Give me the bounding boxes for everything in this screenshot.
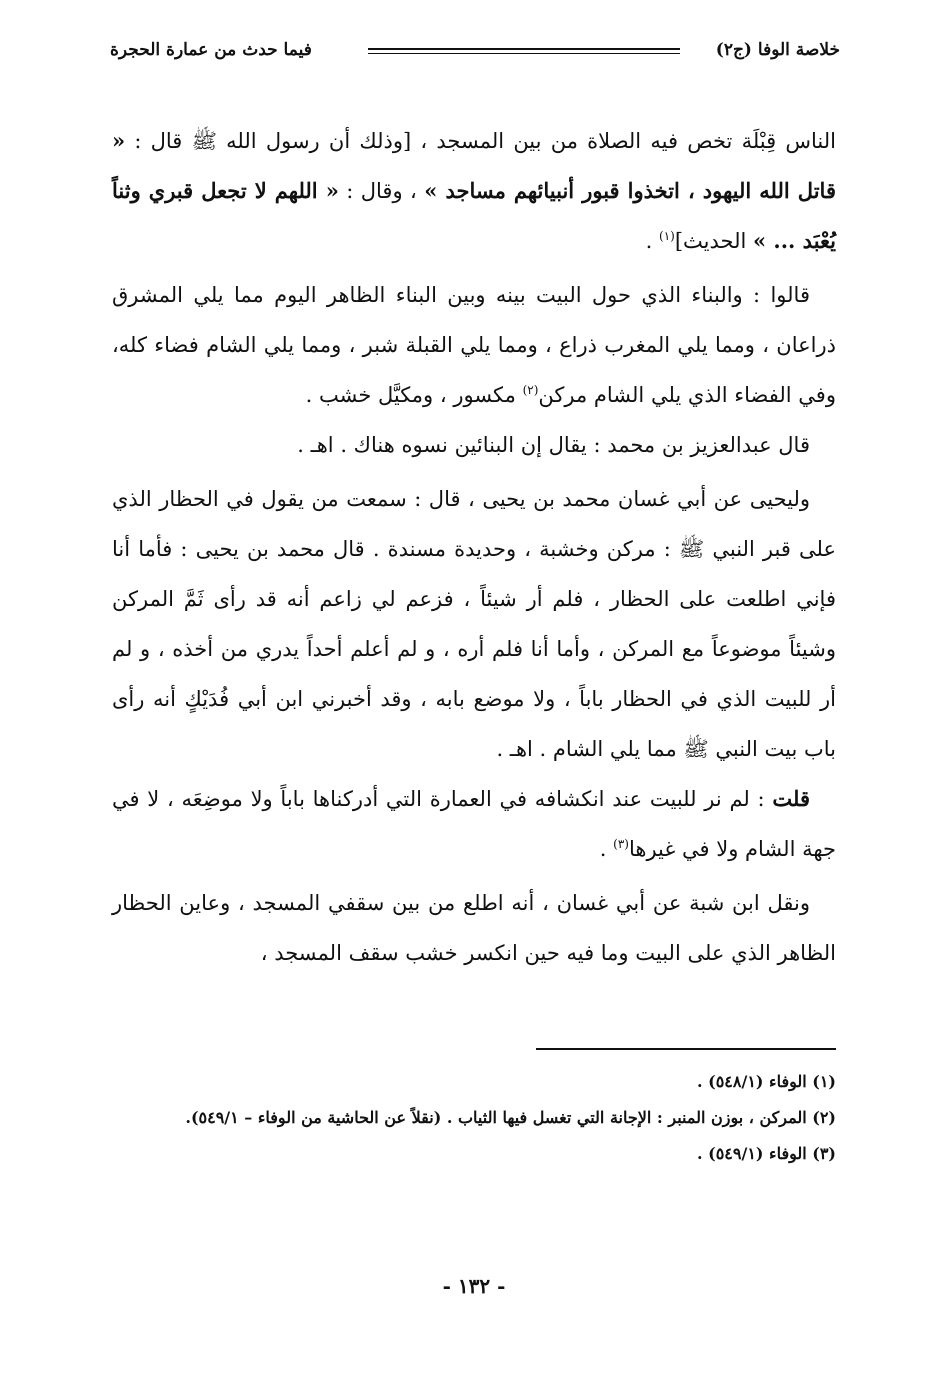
p1-tail: . <box>645 229 659 253</box>
running-header <box>110 36 840 76</box>
footnote-3: (٣) الوفاء (٥٤٩/١) . <box>696 1144 836 1163</box>
p1-mid: ، وقال : <box>338 179 425 203</box>
footnotes <box>112 1064 836 1172</box>
p6-text: ونقل ابن شبة عن أبي غسان ، أنه اطلع من بين سقفي المسجد ، وعاين الحظار الظاهر الذي على البيت وما فيه حين انكسر خشب سقف المسجد ، <box>112 891 836 965</box>
p3-text: قال عبدالعزيز بن محمد : يقال إن البنائين نسوه هناك . اهـ . <box>297 433 810 457</box>
footnote-2: (٢) المركن ، بوزن المنبر : الإجانة التي تغسل فيها الثياب . (نقلاً عن الحاشية من الوفاء – ٥٤٩/١). <box>185 1108 836 1127</box>
footnote-ref-3[interactable]: (٣) <box>613 837 629 851</box>
p1-end: الحديث] <box>674 229 753 253</box>
paragraph-1 <box>112 116 836 266</box>
p5-tail: . <box>599 837 614 861</box>
header-rule <box>368 48 680 54</box>
page-number: - ١٣٢ - <box>442 1274 506 1298</box>
paragraph-4 <box>112 474 836 774</box>
p1-text: الناس قِبْلَة تخص فيه الصلاة من بين المسجد ، [وذلك أن رسول الله ﷺ قال : <box>125 129 836 153</box>
footnote-ref-2[interactable]: (٢) <box>522 383 539 397</box>
paragraph-3 <box>112 420 836 470</box>
paragraph-5 <box>112 774 836 874</box>
p4-text: وليحيى عن أبي غسان محمد بن يحيى ، قال : سمعت من يقول في الحظار الذي على قبر النبي ﷺ : مركن وخشبة ، وحديدة مسندة . قال محمد بن يحيى : فأما أنا فإني اطلعت على الحظار ، فلم أر شيئاً ، فزعم لي زاعم أنه قد رأى ثَمَّ المركن وشيئاً موضوعاً مع المركن ، وأما أنا فلم أره ، و لم أعلم أحداً يدري من أخذه ، و لم أر للبيت الذي في الحظار باباً ، ولا موضع بابه ، وقد أخبرني ابن أبي فُدَيْكٍ أنه رأى باب بيت النبي ﷺ مما يلي الشام . اهـ . <box>112 487 836 761</box>
paragraph-2 <box>112 270 836 420</box>
footnote-ref-1[interactable]: (١) <box>659 229 675 243</box>
footnote-separator <box>536 1048 836 1050</box>
book-title: خلاصة الوفا (ج٢) <box>715 40 840 60</box>
hadith-quote-2: « اللهم لا تجعل قبري وثناً يُعْبَد ... » <box>112 178 836 253</box>
p2-tail: مكسور ، ومكيَّل خشب . <box>305 383 523 407</box>
hadith-quote-1: « قاتل الله اليهود ، اتخذوا قبور أنبيائهم مساجد » <box>112 128 836 203</box>
p2-text: قالوا : والبناء الذي حول البيت بينه وبين البناء الظاهر اليوم مما يلي المشرق ذراعان ، ومما يلي المغرب ذراع ، ومما يلي القبلة شبر ، ومما يلي الشام فضاء كله، وفي الفضاء الذي يلي الشام مركن <box>112 283 836 407</box>
paragraph-6 <box>112 878 836 978</box>
footnote-1: (١) الوفاء (٥٤٨/١) . <box>696 1072 836 1091</box>
chapter-title: فيما حدث من عمارة الحجرة <box>110 40 312 60</box>
qult-label: قلت <box>772 786 810 811</box>
p5-text: : لم نر للبيت عند انكشافه في العمارة التي أدركناها باباً ولا موضِعَه ، لا في جهة الشام ولا في غيرها <box>112 787 836 861</box>
main-text <box>112 116 836 978</box>
